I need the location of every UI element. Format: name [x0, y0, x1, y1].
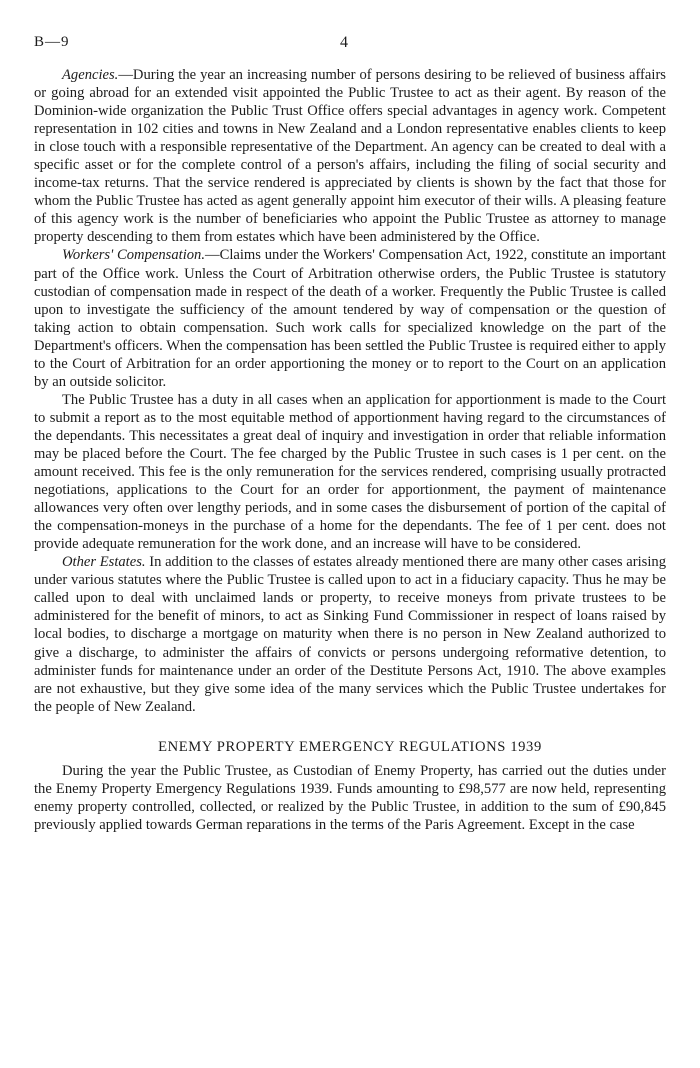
- paragraph-heading: Agencies.: [62, 67, 119, 83]
- paragraph-text: During the year the Public Trustee, as Custodian of Enemy Property, has carried out the duties under the Enemy Property Emergency Regulations 1939. Funds amounting to £98,577 are now held, representing enemy property controlled, collected, or realized by the Public Trustee, in addition to the sum of £90,845 previously applied towards German reparations in the terms of the Paris Agreement. Except in the case: [34, 762, 666, 833]
- paragraph-text: —During the year an increasing number of persons desiring to be relieved of business affairs or going abroad for an extended visit appointed the Public Trustee to act as their agent. By reason of the Dominion-wide organization the Public Trust Office offers special advantages in agency work. Competent representation in 102 cities and towns in New Zealand and a London representative enables clients to keep in close touch with a responsible representative of the Department. An agency can be created to deal with a specific asset or for the complete control of a person's affairs, including the filing of social security and income-tax returns. That the service rendered is appreciated by clients is shown by the fact that those for whom the Public Trustee has acted as agent generally appoint him executor of their wills. A pleasing feature of this agency work is the number of beneficiaries who appoint the Public Trustee as attorney to manage property descending to them from estates which have been administered by the Office.: [34, 67, 666, 246]
- paragraph-text: The Public Trustee has a duty in all cases when an application for apportionment is made to the Court to submit a report as to the most equitable method of apportionment having regard to the circumstances of the dependants. This necessitates a great deal of inquiry and investigation in order that reliable information may be placed before the Court. The fee charged by the Public Trustee in such cases is 1 per cent. on the amount received. This fee is the only remuneration for the services rendered, comprising usually protracted negotiations, applications to the Court for an order for apportionment, the payment of maintenance allowances very often over lengthy periods, and in some cases the disbursement of portion of the capital of the compensation-moneys in the purchase of a home for the dependants. The fee of 1 per cent. does not provide adequate remuneration for the work done, and an increase will have to be considered.: [34, 391, 666, 553]
- paragraph-enemy-property: [34, 762, 666, 834]
- page-number: 4: [340, 34, 348, 51]
- body-text: [34, 66, 666, 834]
- page-reference: B—9: [34, 34, 70, 50]
- paragraph-agencies: [34, 66, 666, 246]
- paragraph-text: —Claims under the Workers' Compensation Act, 1922, constitute an important part of the Office work. Unless the Court of Arbitration otherwise orders, the Public Trustee is statutory custodian of compensation made in respect of the death of a worker. Frequently the Public Trustee is called upon to investigate the sufficiency of the amount tendered by way of compensation or the question of taking action to obtain compensation. Such work calls for specialized knowledge on the part of the Department's officers. When the compensation has been settled the Public Trustee is required either to apply to the Court of Arbitration for an order apportioning the money or to report to the Court on an application by an outside solicitor.: [34, 247, 666, 390]
- paragraph-apportionment: [34, 391, 666, 553]
- paragraph-heading: Other Estates.: [62, 554, 146, 571]
- paragraph-other-estates: [34, 553, 666, 715]
- paragraph-workers-compensation: [34, 246, 666, 390]
- section-heading: ENEMY PROPERTY EMERGENCY REGULATIONS 1939: [158, 738, 542, 755]
- paragraph-text: In addition to the classes of estates already mentioned there are many other cases arising under various statutes where the Public Trustee is called upon to act in a fiduciary capacity. Thus he may be called upon to deal with unclaimed lands or property, to receive moneys from private trustees to be administered for the benefit of minors, to act as Sinking Fund Commissioner in respect of loans raised by local bodies, to discharge a mortgage on maturity when there is no person in New Zealand authorized to give a discharge, to administer the affairs of convicts or persons undergoing reformative detention, to administer funds for maintenance under an order of the Destitute Persons Act, 1910. The above examples are not exhaustive, but they give some idea of the many services which the Public Trustee undertakes for the people of New Zealand.: [34, 554, 666, 715]
- paragraph-heading: Workers' Compensation.: [62, 247, 205, 264]
